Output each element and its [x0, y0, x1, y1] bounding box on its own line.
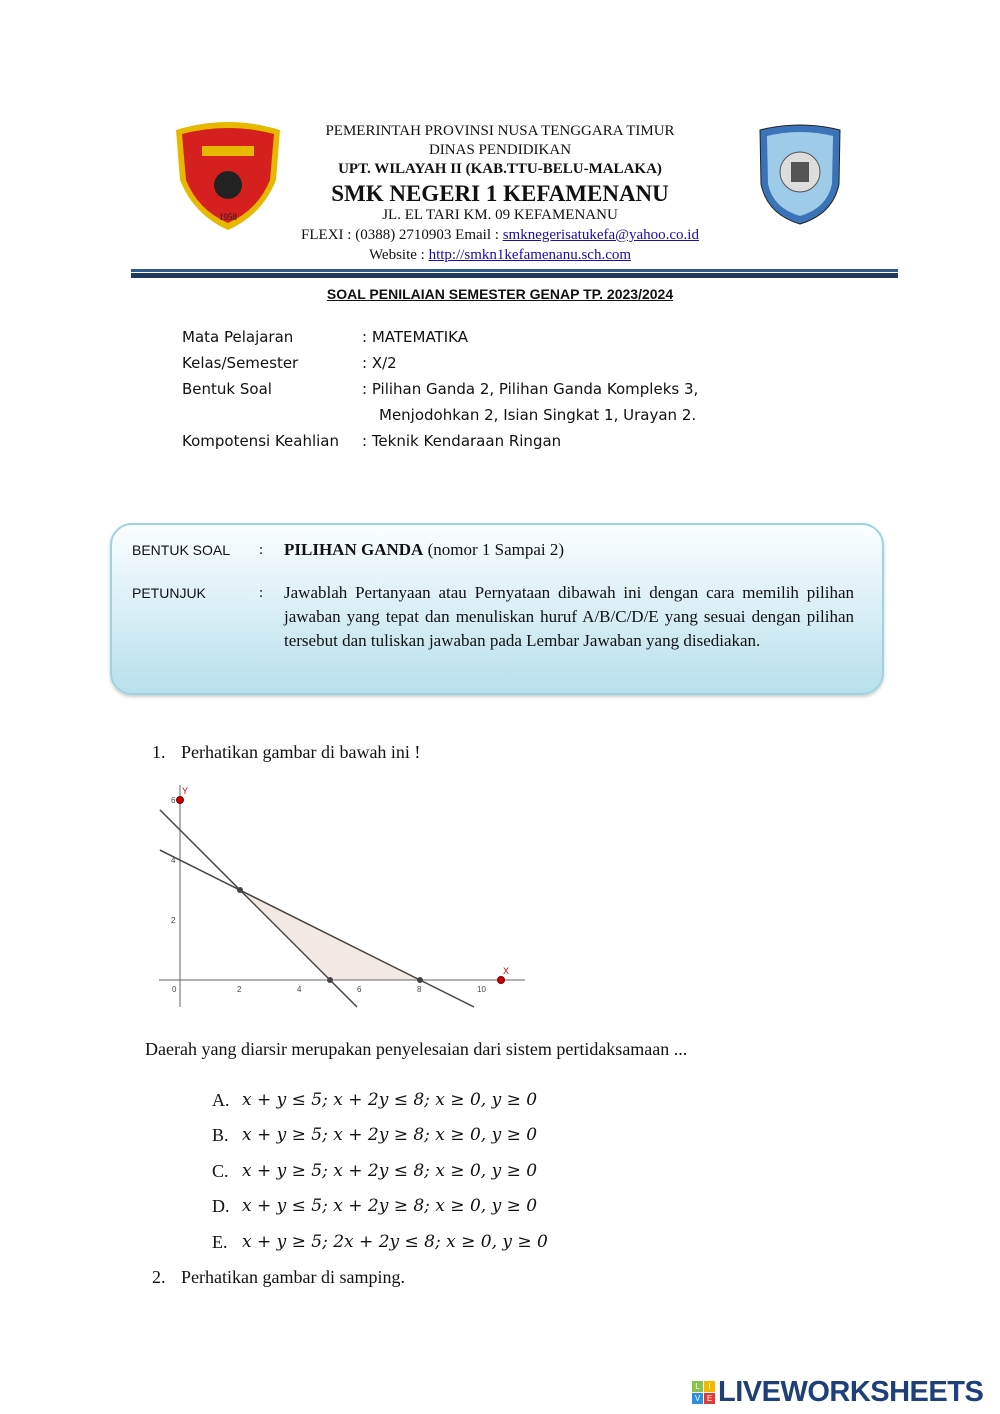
worksheet-page: 1958 PEMERINTAH PROVINSI NUSA TENGGARA TIMUR DINAS PENDIDIKAN UPT. WILAYAH II (KAB.TTU-BELU-MALAKA) SMK NEGERI 1 KEFAMENANU JL. EL TARI KM. 09 KEFAMENANU FLEXI : (0388) 2710903 Email : smknegerisatukefa@yahoo.co.id Website : http://smkn1kefamenanu.sch.com SOAL PENILAIAN SEMESTER GENAP TP. 2023/2024 Mata Pelajaran : MATEMATIKA Kelas/Semester : X/2 Bentuk Soal : Pilihan Ganda 2, Pilihan Ganda Kompleks 3, Menjodohkan 2, Isian Singkat 1, Urayan 2. Kompotensi Keahlian : Teknik Kendaraan Ringan BENTUK SOAL : PILIHAN GANDA (nomor 1 Sampai 2) PETUNJUK : Jawablah Pertanyaan atau Pernyataan dibawah ini dengan cara memilih pilihan jawaban yang tepat dan menuliskan huruf A/B/C/D/E yang sesuai dengan pilihan tersebut dan tuliskan jawaban pada Lembar Jawaban yang disediakan. 1. Perhatikan gambar di bawah ini ! 0 2 4 6 8 10 2 4 6 Y X Daerah yang diarsir merupakan penyelesaian dari sistem pertidaksamaan ... A. x + y ≤ 5; x + 2y ≤ 8; x ≥ 0, y ≥ 0 B. x + y ≥ 5; x + 2y ≥ 8; x ≥ 0, y ≥ 0 C. x + y ≥ 5; x + 2y ≤ 8; x ≥ 0, y ≥ 0 D. x + y ≤ 5; x + 2y ≥ 8; x ≥ 0, y ≥ 0 E. x + y ≥ 5; 2x + 2y ≤ 8; x ≥ 0, y ≥ 0 2. Perhatikan gambar di samping. L I V E LIVEWORKSHEETS [0, 0, 1000, 1414]
option-d[interactable]: D. x + y ≤ 5; x + 2y ≥ 8; x ≥ 0, y ≥ 0 [212, 1196, 538, 1216]
header-divider [131, 269, 898, 272]
school-name: SMK NEGERI 1 KEFAMENANU [331, 181, 669, 206]
q1-text: Perhatikan gambar di bawah ini ! [181, 742, 421, 762]
q1-number: 1. [152, 742, 166, 762]
x-tick-label: 0 [172, 985, 177, 994]
q2-text: Perhatikan gambar di samping. [181, 1267, 405, 1287]
type-label: BENTUK SOAL [132, 542, 231, 558]
instruction-box [110, 523, 884, 695]
instruction-text: Jawablah Pertanyaan atau Pernyataan dibawah ini dengan cara memilih pilihan jawaban yang tepat dan menuliskan huruf A/B/C/D/E yang sesuai dengan pilihan tersebut dan tuliskan jawaban pada Lembar Jawaban yang disediakan. [284, 583, 854, 650]
website-label: Website : [368, 247, 429, 263]
y-tick-label: 4 [171, 856, 176, 865]
x-tick-label: 4 [297, 985, 302, 994]
x-tick-label: 6 [357, 985, 362, 994]
colon: : [259, 585, 264, 601]
option-c[interactable]: C. x + y ≥ 5; x + 2y ≤ 8; x ≥ 0, y ≥ 0 [212, 1161, 538, 1181]
x-tick-label: 8 [417, 985, 422, 994]
phone-text: FLEXI : (0388) 2710903 Email : [301, 227, 503, 243]
svg-text:1958: 1958 [219, 212, 237, 222]
address: JL. EL TARI KM. 09 KEFAMENANU [382, 207, 618, 223]
axis-point [498, 977, 505, 984]
meta-competency: Kompotensi Keahlian : Teknik Kendaraan Ringan [182, 432, 562, 450]
intersection-point [327, 977, 333, 983]
y-tick-label: 2 [171, 916, 176, 925]
q1-question: Daerah yang diarsir merupakan penyelesaian dari sistem pertidaksamaan ... [145, 1039, 688, 1059]
option-a[interactable]: A. x + y ≤ 5; x + 2y ≤ 8; x ≥ 0, y ≥ 0 [212, 1090, 538, 1110]
colon: : [259, 542, 264, 558]
meta-class: Kelas/Semester : X/2 [182, 354, 397, 372]
meta-subject: Mata Pelajaran : MATEMATIKA [182, 328, 468, 346]
q2-number: 2. [152, 1267, 166, 1287]
axis-label: X [503, 966, 510, 976]
axis-label: Y [182, 786, 189, 796]
website-line [250, 246, 750, 264]
live-icon: L I V E [692, 1381, 715, 1404]
intersection-point [237, 887, 243, 893]
type-value: PILIHAN GANDA (nomor 1 Sampai 2) [284, 540, 565, 559]
contact-line [250, 226, 750, 244]
email-link[interactable]: smknegerisatukefa@yahoo.co.id [502, 227, 699, 243]
document-title: SOAL PENILAIAN SEMESTER GENAP TP. 2023/2024 [326, 286, 674, 302]
y-tick-label: 6 [171, 796, 176, 805]
liveworksheets-logo[interactable] [692, 1376, 983, 1409]
option-e[interactable]: E. x + y ≥ 5; 2x + 2y ≤ 8; x ≥ 0, y ≥ 0 [212, 1232, 548, 1252]
boundary-line [160, 810, 357, 1007]
x-tick-label: 2 [237, 985, 242, 994]
brand-text: LIVEWORKSHEETS [718, 1376, 984, 1408]
option-b[interactable]: B. x + y ≥ 5; x + 2y ≥ 8; x ≥ 0, y ≥ 0 [212, 1125, 538, 1145]
axis-point [177, 797, 184, 804]
header-divider-thick [131, 273, 898, 278]
meta-form: Bentuk Soal : Pilihan Ganda 2, Pilihan Ganda Kompleks 3, [182, 380, 699, 398]
header-line-3: UPT. WILAYAH II (KAB.TTU-BELU-MALAKA) [338, 161, 662, 177]
header-line-1: PEMERINTAH PROVINSI NUSA TENGGARA TIMUR [325, 123, 675, 139]
header-line-2: DINAS PENDIDIKAN [428, 142, 572, 158]
inequality-graph [150, 775, 530, 1015]
website-link[interactable]: http://smkn1kefamenanu.sch.com [428, 247, 632, 263]
boundary-line [160, 850, 474, 1007]
school-logo [757, 124, 843, 226]
intersection-point [417, 977, 423, 983]
instruction-label: PETUNJUK [132, 585, 206, 601]
x-tick-label: 10 [477, 985, 486, 994]
